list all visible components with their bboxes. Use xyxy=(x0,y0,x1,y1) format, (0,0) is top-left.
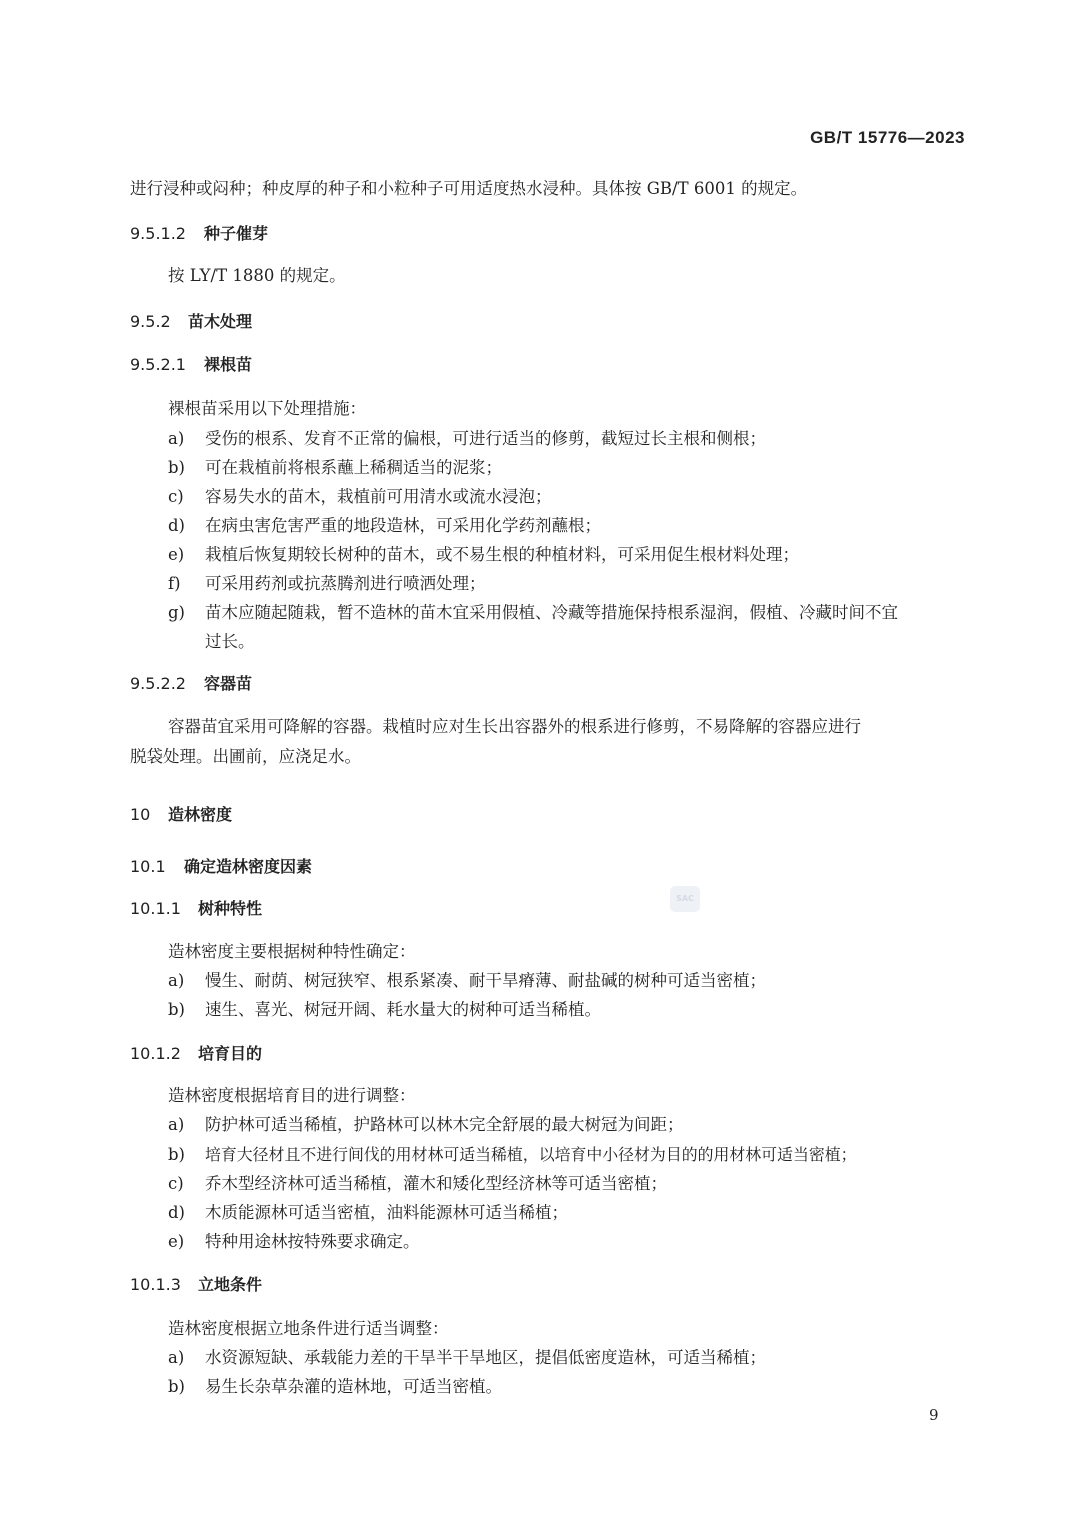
paragraph: 裸根苗采用以下处理措施： xyxy=(168,399,366,418)
list-text: 可在栽植前将根系蘸上稀稠适当的泥浆； xyxy=(205,458,502,477)
heading-10-1-3 xyxy=(130,1274,262,1296)
heading-number: 10.1.1 xyxy=(130,899,181,918)
list-marker: a) xyxy=(168,429,185,448)
list-marker: g) xyxy=(168,603,185,622)
list-marker: b) xyxy=(168,1000,185,1019)
list-text: 栽植后恢复期较长树种的苗木，或不易生根的种植材料，可采用促生根材料处理； xyxy=(205,545,799,564)
list-marker: a) xyxy=(168,1115,185,1134)
list-text: 速生、喜光、树冠开阔、耗水量大的树种可适当稀植。 xyxy=(205,1000,601,1019)
list-text: 可采用药剂或抗蒸腾剂进行喷洒处理； xyxy=(205,574,486,593)
heading-title: 树种特性 xyxy=(198,899,263,918)
intro-line: 进行浸种或闷种；种皮厚的种子和小粒种子可用适度热水浸种。具体按 GB/T 6001 的规定。 xyxy=(130,179,808,198)
list-marker: e) xyxy=(168,1232,185,1251)
heading-number: 10.1.2 xyxy=(130,1044,181,1063)
list-text: 培育大径材且不进行间伐的用材林可适当稀植，以培育中小径材为目的的用材林可适当密植； xyxy=(205,1145,857,1164)
heading-number: 9.5.2.1 xyxy=(130,355,186,374)
heading-number: 9.5.1.2 xyxy=(130,224,186,243)
heading-title: 确定造林密度因素 xyxy=(184,857,313,876)
page-number: 9 xyxy=(929,1406,939,1424)
list-marker: a) xyxy=(168,971,185,990)
heading-title: 苗木处理 xyxy=(188,312,253,331)
heading-9-5-2-2 xyxy=(130,673,252,695)
list-marker: b) xyxy=(168,458,185,477)
heading-10 xyxy=(130,804,232,826)
heading-title: 培育目的 xyxy=(198,1044,263,1063)
list-marker: a) xyxy=(168,1348,185,1367)
paragraph: 造林密度根据培育目的进行调整： xyxy=(168,1086,416,1105)
list-marker: b) xyxy=(168,1145,185,1164)
heading-9-5-2 xyxy=(130,311,252,333)
standard-code: GB/T 15776—2023 xyxy=(810,128,965,147)
list-text: 乔木型经济林可适当稀植，灌木和矮化型经济林等可适当密植； xyxy=(205,1174,667,1193)
paragraph: 按 LY/T 1880 的规定。 xyxy=(168,266,346,285)
list-text: 苗木应随起随栽，暂不造林的苗木宜采用假植、冷藏等措施保持根系湿润，假植、冷藏时间不宜 xyxy=(205,603,898,622)
list-marker: f) xyxy=(168,574,181,593)
heading-10-1-2 xyxy=(130,1043,262,1065)
list-marker: c) xyxy=(168,487,184,506)
list-text: 木质能源林可适当密植，油料能源林可适当稀植； xyxy=(205,1203,568,1222)
list-text: 受伤的根系、发育不正常的偏根，可进行适当的修剪，截短过长主根和侧根； xyxy=(205,429,766,448)
heading-title: 裸根苗 xyxy=(204,355,253,374)
heading-number: 9.5.2 xyxy=(130,312,171,331)
list-text: 防护林可适当稀植，护路林可以林木完全舒展的最大树冠为间距； xyxy=(205,1115,684,1134)
heading-10-1 xyxy=(130,856,312,878)
list-marker: d) xyxy=(168,1203,185,1222)
list-marker: d) xyxy=(168,516,185,535)
paragraph: 容器苗宜采用可降解的容器。栽植时应对生长出容器外的根系进行修剪，不易降解的容器应进行 xyxy=(168,717,861,736)
list-text: 水资源短缺、承载能力差的干旱半干旱地区，提倡低密度造林，可适当稀植； xyxy=(205,1348,766,1367)
list-marker: c) xyxy=(168,1174,184,1193)
heading-number: 10.1 xyxy=(130,857,166,876)
list-text: 慢生、耐荫、树冠狭窄、根系紧凑、耐干旱瘠薄、耐盐碱的树种可适当密植； xyxy=(205,971,766,990)
heading-10-1-1 xyxy=(130,898,262,920)
list-text-continuation: 过长。 xyxy=(205,632,255,651)
list-text: 特种用途林按特殊要求确定。 xyxy=(205,1232,420,1251)
heading-title: 容器苗 xyxy=(204,674,253,693)
list-text: 容易失水的苗木，栽植前可用清水或流水浸泡； xyxy=(205,487,552,506)
heading-title: 种子催芽 xyxy=(204,224,269,243)
paragraph: 造林密度根据立地条件进行适当调整： xyxy=(168,1319,449,1338)
heading-number: 10 xyxy=(130,805,151,824)
heading-9-5-2-1 xyxy=(130,354,252,376)
heading-title: 立地条件 xyxy=(198,1275,263,1294)
list-marker: e) xyxy=(168,545,185,564)
heading-number: 9.5.2.2 xyxy=(130,674,186,693)
paragraph: 造林密度主要根据树种特性确定： xyxy=(168,942,416,961)
paragraph-continuation: 脱袋处理。出圃前，应浇足水。 xyxy=(130,747,361,766)
heading-9-5-1-2 xyxy=(130,223,268,245)
heading-number: 10.1.3 xyxy=(130,1275,181,1294)
list-text: 在病虫害危害严重的地段造林，可采用化学药剂蘸根； xyxy=(205,516,601,535)
sac-logo-icon: SAC xyxy=(670,886,700,912)
list-text: 易生长杂草杂灌的造林地，可适当密植。 xyxy=(205,1377,502,1396)
heading-title: 造林密度 xyxy=(168,805,233,824)
list-marker: b) xyxy=(168,1377,185,1396)
